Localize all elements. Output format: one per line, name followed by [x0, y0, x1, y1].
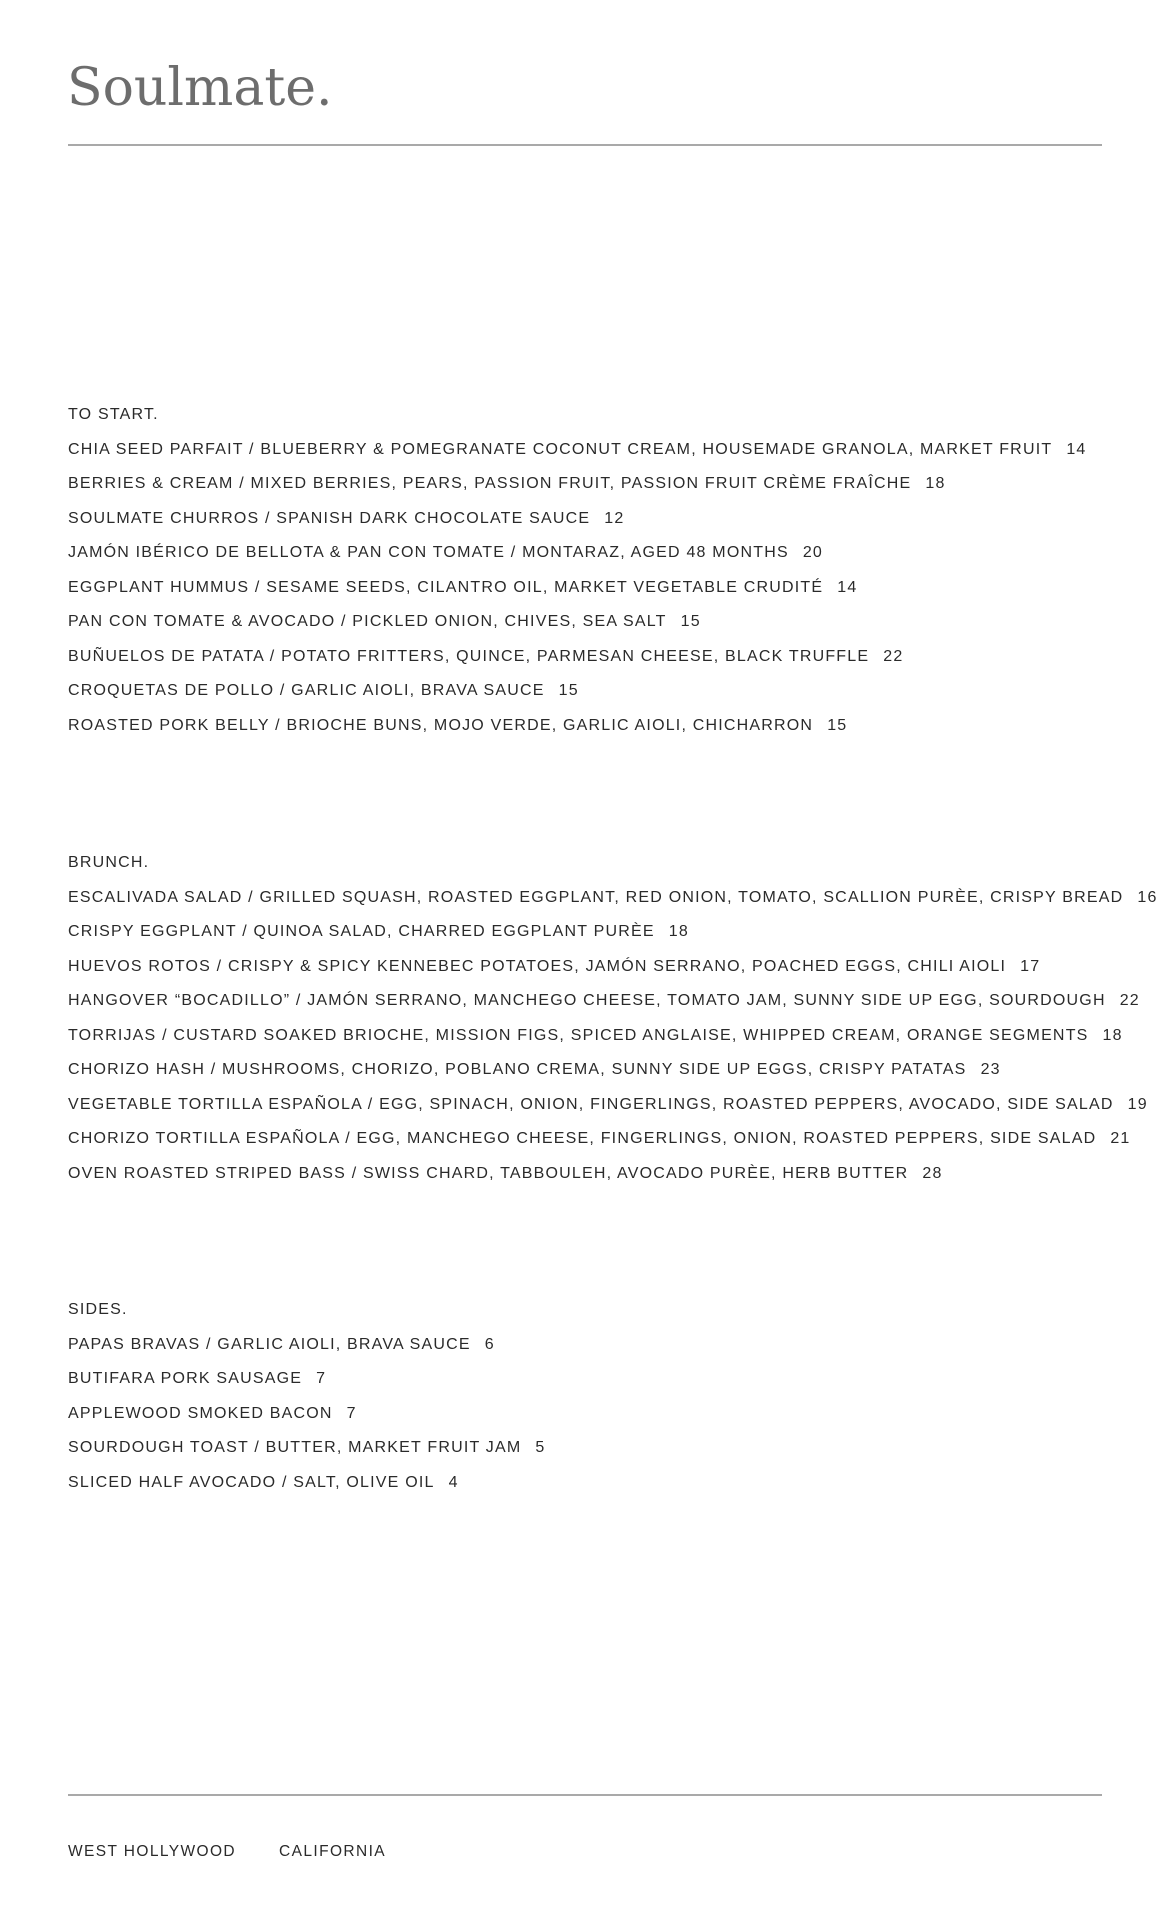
section-title: TO START. — [68, 406, 159, 423]
menu-item — [68, 915, 1138, 950]
section-to-start — [68, 398, 1138, 743]
brand-logo: Soulmate. — [67, 58, 333, 118]
menu-item-description: ROASTED PORK BELLY / BRIOCHE BUNS, MOJO VERDE, GARLIC AIOLI, CHICHARRON — [68, 716, 814, 734]
menu-item — [68, 1397, 1138, 1432]
menu-item — [68, 881, 1158, 916]
section-title: SIDES. — [68, 1301, 128, 1318]
menu-item-description: BUÑUELOS DE PATATA / POTATO FRITTERS, QUINCE, PARMESAN CHEESE, BLACK TRUFFLE — [68, 647, 870, 665]
menu-item — [68, 709, 1138, 744]
menu-item-price: 16 — [1137, 888, 1158, 906]
menu-item-price: 18 — [925, 475, 946, 492]
menu-item-description: ESCALIVADA SALAD / GRILLED SQUASH, ROASTED EGGPLANT, RED ONION, TOMATO, SCALLION PURÈE, CRISPY BREAD — [68, 888, 1124, 906]
menu-item-description: CHIA SEED PARFAIT / BLUEBERRY & POMEGRANATE COCONUT CREAM, HOUSEMADE GRANOLA, MARKET FRUIT — [68, 440, 1053, 458]
menu-item-price: 18 — [1102, 1026, 1123, 1044]
menu-item-price: 17 — [1020, 957, 1041, 975]
menu-item-price: 22 — [1119, 992, 1140, 1009]
menu-item-price: 20 — [802, 544, 824, 561]
menu-item-description: CROQUETAS DE POLLO / GARLIC AIOLI, BRAVA SAUCE — [68, 682, 545, 699]
menu-item-description: HANGOVER “BOCADILLO” / JAMÓN SERRANO, MANCHEGO CHEESE, TOMATO JAM, SUNNY SIDE UP EGG, SOURDOUGH — [68, 992, 1106, 1009]
footer-city: WEST HOLLYWOOD — [68, 1843, 237, 1860]
menu-item-price: 15 — [558, 682, 579, 699]
menu-item — [68, 1088, 1148, 1123]
menu-item-price: 19 — [1127, 1095, 1148, 1113]
menu-item — [68, 1157, 1138, 1192]
menu-item — [68, 1362, 1138, 1397]
menu-item — [68, 1466, 1138, 1501]
menu-item — [68, 433, 1138, 468]
menu-item — [68, 1431, 1138, 1466]
menu-item-price: 15 — [680, 613, 701, 630]
menu-item — [68, 674, 1138, 709]
menu-item-description: CHORIZO HASH / MUSHROOMS, CHORIZO, POBLANO CREMA, SUNNY SIDE UP EGGS, CRISPY PATATAS — [68, 1061, 967, 1078]
menu-item-price: 23 — [980, 1061, 1001, 1078]
footer-location — [68, 1843, 386, 1861]
menu-item-description: CHORIZO TORTILLA ESPAÑOLA / EGG, MANCHEGO CHEESE, FINGERLINGS, ONION, ROASTED PEPPERS, SIDE SALAD — [68, 1130, 1097, 1147]
menu-item — [68, 950, 1138, 985]
menu-item-price: 14 — [1066, 440, 1087, 458]
menu-item — [68, 984, 1138, 1019]
menu-item-price: 4 — [448, 1473, 459, 1491]
menu-item-price: 6 — [484, 1335, 495, 1353]
menu-item-description: BUTIFARA PORK SAUSAGE — [68, 1370, 303, 1387]
menu-item-description: SOURDOUGH TOAST / BUTTER, MARKET FRUIT JAM — [68, 1439, 522, 1456]
menu-item — [68, 1053, 1138, 1088]
menu-item-price: 15 — [827, 716, 848, 734]
menu-item — [68, 1019, 1138, 1054]
menu-item-price: 14 — [837, 578, 858, 596]
menu-item-description: VEGETABLE TORTILLA ESPAÑOLA / EGG, SPINACH, ONION, FINGERLINGS, ROASTED PEPPERS, AVOCADO, SIDE SALAD — [68, 1095, 1114, 1113]
menu-item-description: OVEN ROASTED STRIPED BASS / SWISS CHARD, TABBOULEH, AVOCADO PURÈE, HERB BUTTER — [68, 1164, 909, 1182]
menu-item — [68, 605, 1138, 640]
menu-item-description: SLICED HALF AVOCADO / SALT, OLIVE OIL — [68, 1473, 435, 1491]
footer-state: CALIFORNIA — [279, 1843, 387, 1860]
menu-item-price: 21 — [1110, 1130, 1131, 1147]
menu-item-description: APPLEWOOD SMOKED BACON — [68, 1404, 333, 1422]
menu-item-description: EGGPLANT HUMMUS / SESAME SEEDS, CILANTRO OIL, MARKET VEGETABLE CRUDITÉ — [68, 578, 824, 596]
section-brunch — [68, 846, 1158, 1191]
menu-item-price: 7 — [346, 1404, 357, 1422]
header-divider — [68, 144, 1102, 146]
menu-item-description: TORRIJAS / CUSTARD SOAKED BRIOCHE, MISSION FIGS, SPICED ANGLAISE, WHIPPED CREAM, ORANGE SEGMENTS — [68, 1026, 1089, 1044]
menu-item-description: CRISPY EGGPLANT / QUINOA SALAD, CHARRED EGGPLANT PURÈE — [68, 923, 655, 940]
menu-item-description: SOULMATE CHURROS / SPANISH DARK CHOCOLATE SAUCE — [68, 509, 591, 527]
menu-item — [68, 1122, 1138, 1157]
menu-item-description: JAMÓN IBÉRICO DE BELLOTA & PAN CON TOMATE / MONTARAZ, AGED 48 MONTHS — [68, 544, 789, 561]
menu-item — [68, 571, 1138, 606]
menu-item-price: 7 — [316, 1370, 327, 1387]
menu-item — [68, 640, 1138, 675]
footer-divider — [68, 1794, 1102, 1796]
menu-item-description: BERRIES & CREAM / MIXED BERRIES, PEARS, PASSION FRUIT, PASSION FRUIT CRÈME FRAÎCHE — [68, 475, 912, 492]
menu-item-description: PAN CON TOMATE & AVOCADO / PICKLED ONION, CHIVES, SEA SALT — [68, 613, 667, 630]
menu-item — [68, 502, 1138, 537]
menu-item-price: 22 — [883, 647, 904, 665]
menu-item — [68, 1328, 1138, 1363]
menu-item-price: 28 — [922, 1164, 943, 1182]
section-title: BRUNCH. — [68, 854, 150, 871]
menu-item — [68, 536, 1138, 571]
menu-item-description: HUEVOS ROTOS / CRISPY & SPICY KENNEBEC POTATOES, JAMÓN SERRANO, POACHED EGGS, CHILI AIOLI — [68, 957, 1007, 975]
menu-item-price: 12 — [604, 509, 625, 527]
menu-item-price: 5 — [535, 1439, 546, 1456]
section-sides — [68, 1293, 1138, 1500]
menu-item-description: PAPAS BRAVAS / GARLIC AIOLI, BRAVA SAUCE — [68, 1335, 471, 1353]
menu-item — [68, 467, 1138, 502]
menu-item-price: 18 — [668, 923, 689, 940]
